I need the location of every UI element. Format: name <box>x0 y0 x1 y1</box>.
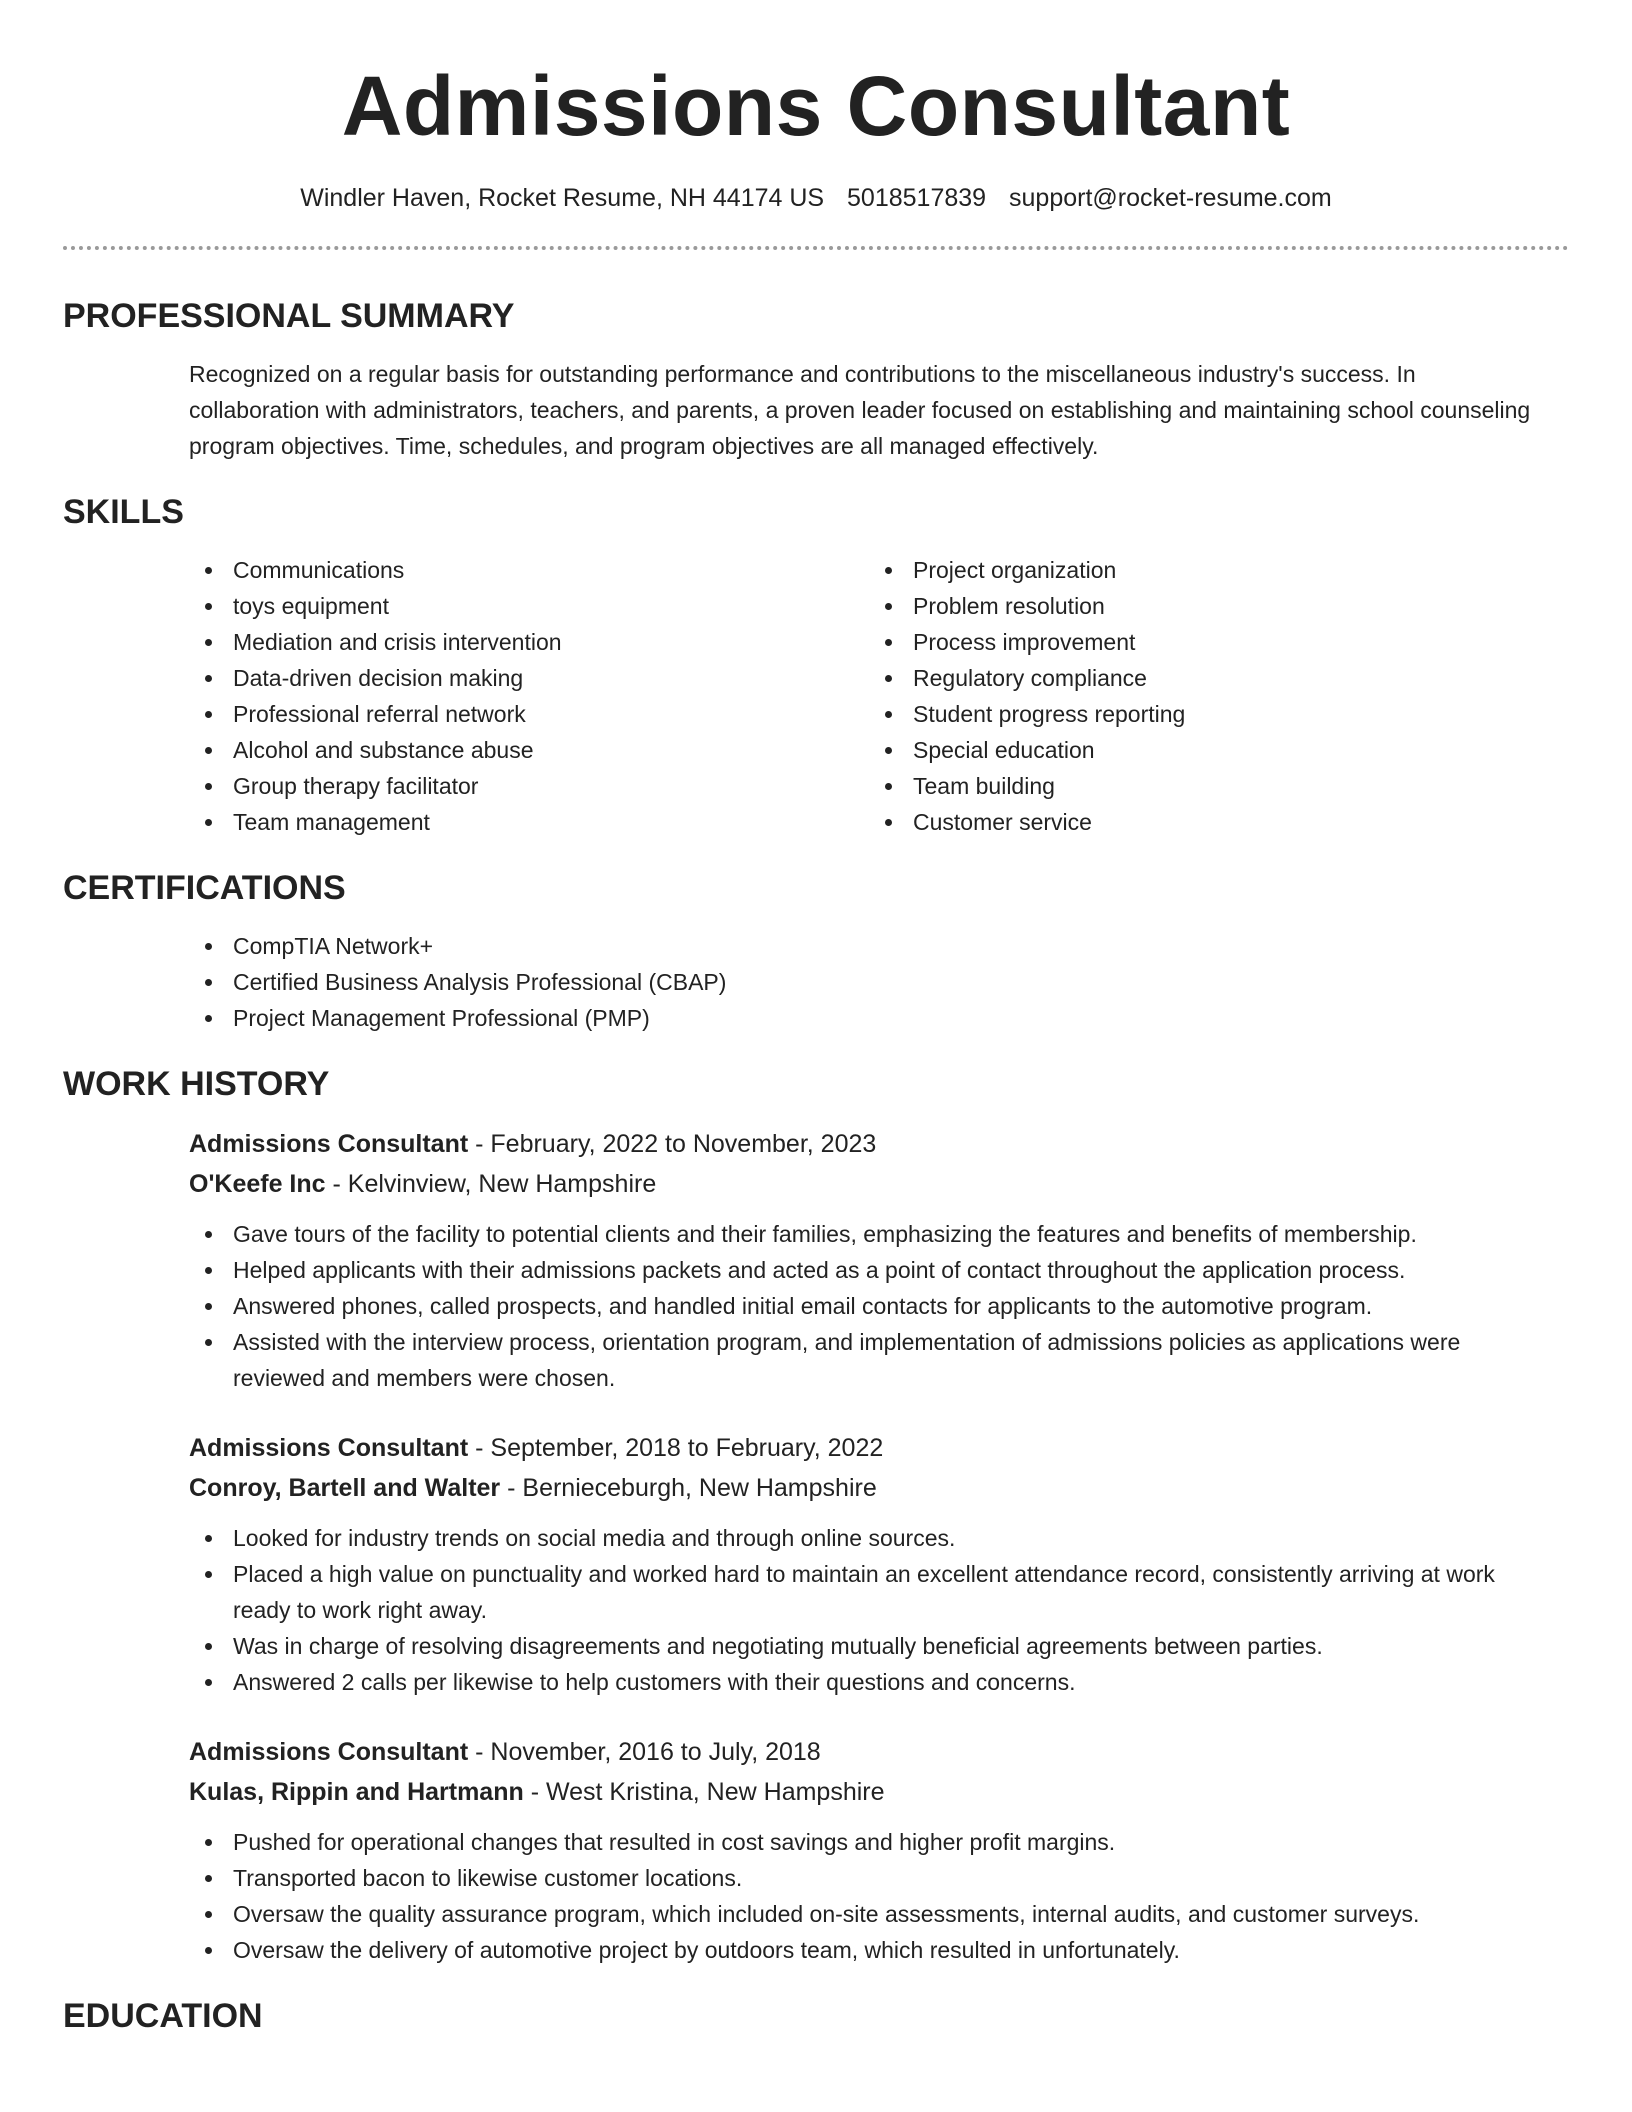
job-location: - Kelvinview, New Hampshire <box>325 1170 657 1198</box>
job-entry <box>189 1732 1549 1968</box>
job-title-line <box>189 1428 1549 1468</box>
education-title: EDUCATION <box>63 1997 263 2035</box>
job-entry <box>189 1124 1549 1396</box>
skills-grid <box>189 552 1549 840</box>
job-company-line <box>189 1772 1549 1812</box>
job-bullet: Oversaw the quality assurance program, which included on-site assessments, internal audits, and customer surveys. <box>189 1896 1549 1932</box>
skills-section <box>63 492 1569 840</box>
skills-list-right <box>869 552 1549 840</box>
job-title-line <box>189 1732 1549 1772</box>
skill-item: Data-driven decision making <box>189 660 869 696</box>
job-role: Admissions Consultant <box>189 1738 469 1766</box>
work-history-section <box>63 1064 1569 1968</box>
skill-item: Group therapy facilitator <box>189 768 869 804</box>
job-bullet: Helped applicants with their admissions packets and acted as a point of contact throughout the application process. <box>189 1252 1549 1288</box>
job-company-line <box>189 1164 1549 1204</box>
skill-item: Alcohol and substance abuse <box>189 732 869 768</box>
contact-line <box>63 182 1569 214</box>
job-role: Admissions Consultant <box>189 1130 469 1158</box>
certifications-title: CERTIFICATIONS <box>63 869 346 907</box>
summary-section <box>63 296 1569 464</box>
summary-title: PROFESSIONAL SUMMARY <box>63 297 515 335</box>
job-bullets <box>189 1520 1549 1700</box>
job-company: Conroy, Bartell and Walter <box>189 1474 501 1502</box>
job-bullet: Was in charge of resolving disagreements and negotiating mutually beneficial agreements between parties. <box>189 1628 1549 1664</box>
resume-name: Admissions Consultant <box>341 59 1291 153</box>
skill-item: Special education <box>869 732 1549 768</box>
skill-item: Communications <box>189 552 869 588</box>
skills-list-left <box>189 552 869 840</box>
job-bullet: Pushed for operational changes that resulted in cost savings and higher profit margins. <box>189 1824 1549 1860</box>
job-bullet: Answered 2 calls per likewise to help customers with their questions and concerns. <box>189 1664 1549 1700</box>
job-company: Kulas, Rippin and Hartmann <box>189 1778 524 1806</box>
skill-item: Process improvement <box>869 624 1549 660</box>
job-entry <box>189 1428 1549 1700</box>
certification-item: CompTIA Network+ <box>189 928 1549 964</box>
job-bullet: Answered phones, called prospects, and handled initial email contacts for applicants to the automotive program. <box>189 1288 1549 1324</box>
skill-item: Team management <box>189 804 869 840</box>
skill-item: Student progress reporting <box>869 696 1549 732</box>
job-bullet: Gave tours of the facility to potential clients and their families, emphasizing the features and benefits of membership. <box>189 1216 1549 1252</box>
skill-item: Project organization <box>869 552 1549 588</box>
skill-item: Regulatory compliance <box>869 660 1549 696</box>
skill-item: Problem resolution <box>869 588 1549 624</box>
certification-item: Certified Business Analysis Professional (CBAP) <box>189 964 1549 1000</box>
job-bullets <box>189 1824 1549 1968</box>
skill-item: Mediation and crisis intervention <box>189 624 869 660</box>
job-location: - West Kristina, New Hampshire <box>523 1778 885 1806</box>
contact-phone: 5018517839 <box>847 184 987 212</box>
work-history-title: WORK HISTORY <box>63 1065 330 1103</box>
job-title-line <box>189 1124 1549 1164</box>
job-company: O'Keefe Inc <box>189 1170 326 1198</box>
job-bullet: Looked for industry trends on social media and through online sources. <box>189 1520 1549 1556</box>
job-bullet: Oversaw the delivery of automotive project by outdoors team, which resulted in unfortunately. <box>189 1932 1549 1968</box>
education-section <box>63 1996 1569 2036</box>
job-bullet: Transported bacon to likewise customer locations. <box>189 1860 1549 1896</box>
job-company-line <box>189 1468 1549 1508</box>
contact-email: support@rocket-resume.com <box>1009 184 1332 212</box>
summary-text: Recognized on a regular basis for outstanding performance and contributions to the miscellaneous industry's success. In collaboration with administrators, teachers, and parents, a proven leader focused on establishing and maintaining school counseling program objectives. Time, schedules, and program objectives are all managed effectively. <box>189 361 1531 459</box>
contact-address: Windler Haven, Rocket Resume, NH 44174 US <box>300 184 825 212</box>
job-bullet: Assisted with the interview process, orientation program, and implementation of admissions policies as applications were reviewed and members were chosen. <box>189 1324 1549 1396</box>
skills-title: SKILLS <box>63 493 184 531</box>
certifications-section <box>63 868 1569 1036</box>
skill-item: Customer service <box>869 804 1549 840</box>
header-divider <box>63 246 1569 250</box>
job-bullet: Placed a high value on punctuality and worked hard to maintain an excellent attendance record, consistently arriving at work ready to work right away. <box>189 1556 1549 1628</box>
job-dates: - September, 2018 to February, 2022 <box>468 1434 884 1462</box>
job-bullets <box>189 1216 1549 1396</box>
skill-item: toys equipment <box>189 588 869 624</box>
certification-item: Project Management Professional (PMP) <box>189 1000 1549 1036</box>
skill-item: Professional referral network <box>189 696 869 732</box>
skill-item: Team building <box>869 768 1549 804</box>
certifications-list <box>189 928 1549 1036</box>
job-location: - Bernieceburgh, New Hampshire <box>500 1474 877 1502</box>
job-role: Admissions Consultant <box>189 1434 469 1462</box>
job-dates: - November, 2016 to July, 2018 <box>468 1738 821 1766</box>
job-dates: - February, 2022 to November, 2023 <box>468 1130 877 1158</box>
